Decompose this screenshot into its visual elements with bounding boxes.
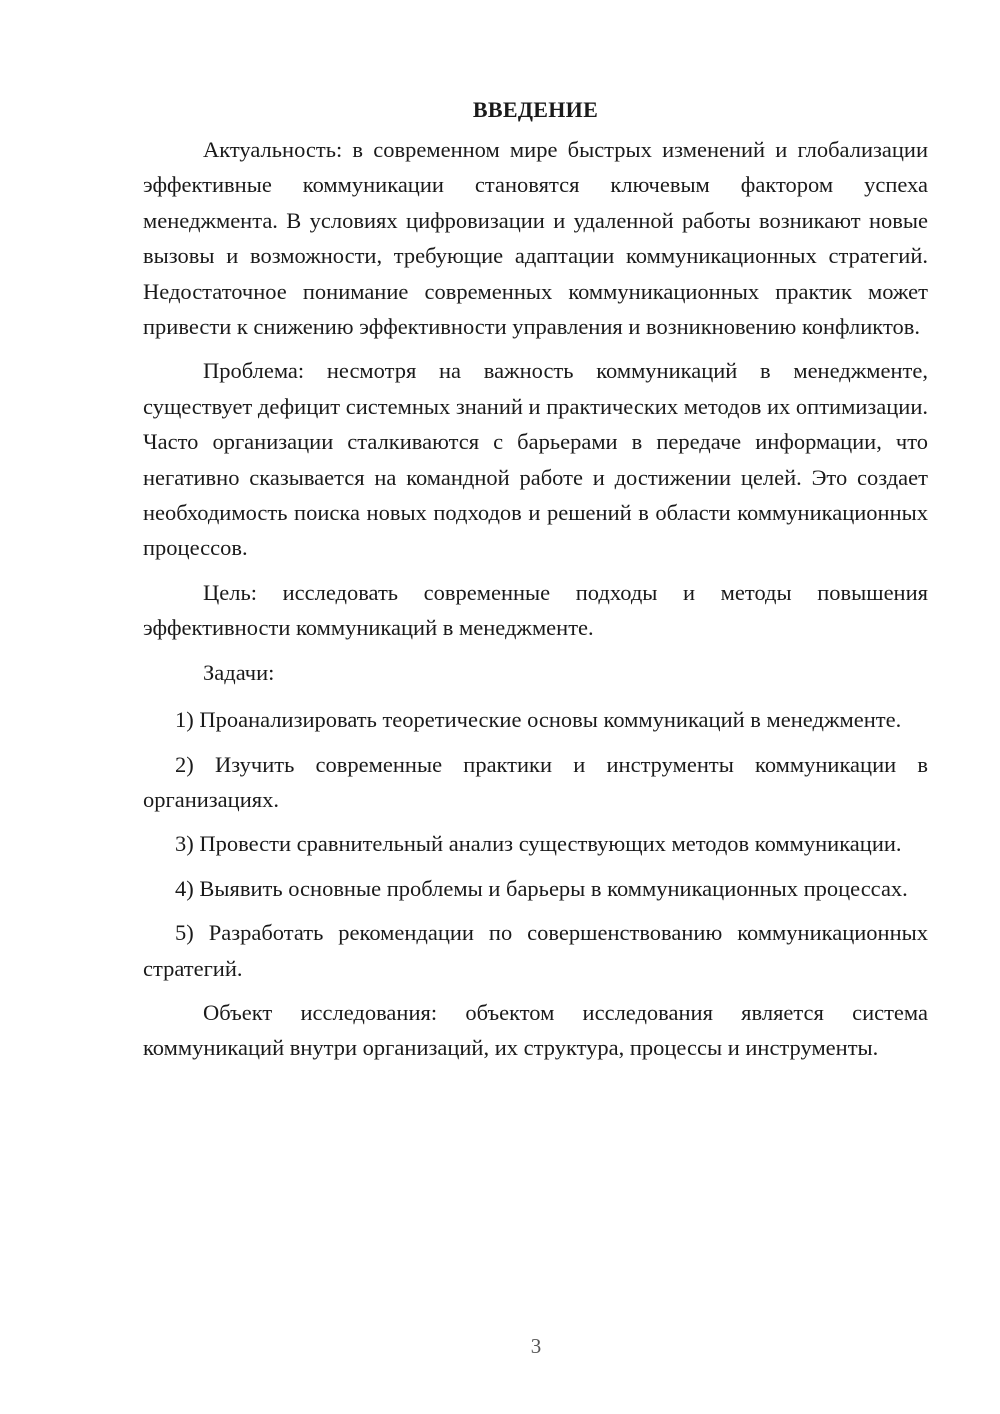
tasks-heading: Задачи:: [203, 659, 275, 685]
tasks-list: [143, 702, 928, 986]
list-item: 3) Провести сравнительный анализ существующих методов коммуникации.: [175, 831, 902, 857]
document-title: ВВЕДЕНИЕ: [472, 97, 599, 122]
list-item: 1) Проанализировать теоретические основы коммуникаций в менеджменте.: [175, 707, 902, 733]
list-gap: [143, 862, 928, 871]
list-item: 4) Выявить основные проблемы и барьеры в коммуникационных процессах.: [175, 875, 908, 901]
paragraph-problem: Проблема: несмотря на важность коммуникаций в менеджменте, существует дефицит системных знаний и практических методов их оптимизации. Часто организации сталкиваются с барьерами в передаче информации, что негативно сказывается на командной работе и достижении целей. Это создает необходимость поиска новых подходов и решений в области коммуникационных процессов.: [143, 358, 928, 561]
page-number: 3: [530, 1334, 542, 1358]
document-page: [143, 94, 928, 1066]
list-gap: [143, 906, 928, 915]
paragraph-gap: [143, 986, 928, 995]
paragraph-gap: [143, 566, 928, 575]
paragraph-relevance: Актуальность: в современном мире быстрых изменений и глобализации эффективные коммуникации становятся ключевым фактором успеха менеджмента. В условиях цифровизации и удаленной работы возникают новые вызовы и возможности, требующие адаптации коммуникационных стратегий. Недостаточное понимание современных коммуникационных практик может привести к снижению эффективности управления и возникновению конфликтов.: [143, 137, 928, 340]
list-gap: [143, 738, 928, 747]
list-item: 5) Разработать рекомендации по совершенствованию коммуникационных стратегий.: [143, 920, 928, 981]
list-gap: [143, 817, 928, 826]
paragraph-gap: [143, 646, 928, 655]
list-item: 2) Изучить современные практики и инструменты коммуникации в организациях.: [143, 751, 928, 812]
paragraph-goal: Цель: исследовать современные подходы и методы повышения эффективности коммуникаций в менеджменте.: [143, 579, 928, 641]
paragraph-object: Объект исследования: объектом исследования является система коммуникаций внутри организаций, их структура, процессы и инструменты.: [143, 999, 928, 1061]
paragraph-gap: [143, 344, 928, 353]
paragraph-gap: [143, 690, 928, 702]
